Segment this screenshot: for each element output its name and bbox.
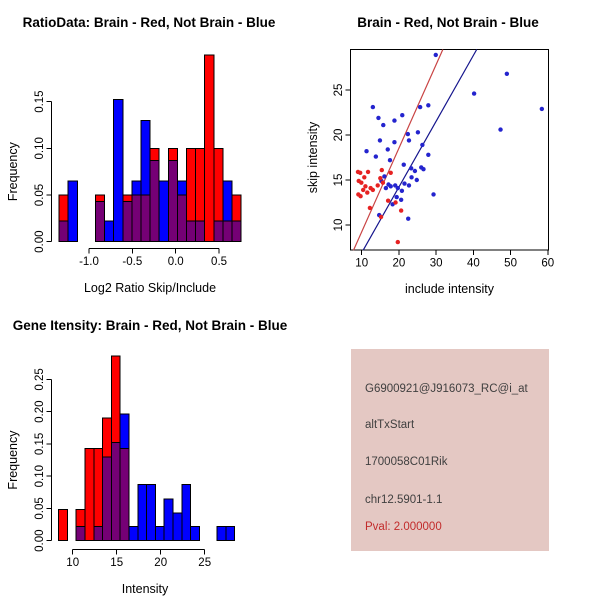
scatter-point-blue bbox=[418, 105, 422, 109]
scatter-point-red bbox=[399, 208, 403, 212]
scatter-point-red bbox=[381, 181, 385, 185]
regression-line-blue bbox=[363, 50, 477, 251]
x-tick-label: 50 bbox=[504, 257, 517, 270]
scatter-point-red bbox=[376, 183, 380, 187]
hist-bar-overlap bbox=[187, 221, 196, 242]
y-axis-title: skip intensity bbox=[306, 121, 320, 194]
hist-bar-overlap bbox=[76, 527, 85, 541]
y-tick-label: 0.10 bbox=[34, 464, 46, 488]
locus-text: chr12.5901-1.1 bbox=[365, 494, 443, 506]
x-axis-title: Log2 Ratio Skip/Include bbox=[83, 281, 217, 295]
y-tick-label: 0.05 bbox=[34, 183, 46, 207]
scatter-point-red bbox=[362, 175, 366, 179]
y-tick-label: 0.00 bbox=[34, 230, 46, 253]
x-tick-label: -0.5 bbox=[122, 255, 143, 268]
hist-bar-blue bbox=[164, 499, 173, 541]
scatter-point-blue bbox=[416, 130, 420, 134]
scatter-point-blue bbox=[402, 163, 406, 167]
hist-bar-blue bbox=[182, 485, 191, 541]
scatter-point-red bbox=[396, 240, 400, 244]
event-type-text: altTxStart bbox=[365, 419, 415, 431]
scatter-point-blue bbox=[364, 149, 368, 153]
x-axis-title: Intensity bbox=[121, 582, 169, 596]
y-axis-title: Frequency bbox=[6, 142, 20, 202]
scatter-point-blue bbox=[409, 175, 413, 179]
scatter-point-red bbox=[359, 181, 363, 185]
scatter-point-red bbox=[379, 215, 383, 219]
scatter-point-red bbox=[368, 206, 372, 210]
scatter-point-red bbox=[363, 184, 367, 188]
x-tick-label: 20 bbox=[154, 556, 168, 569]
scatter-point-red bbox=[365, 190, 369, 194]
hist-bar-blue bbox=[138, 485, 147, 541]
scatter-point-blue bbox=[505, 72, 509, 76]
scatter-title: Brain - Red, Not Brain - Blue bbox=[357, 15, 539, 30]
scatter-point-blue bbox=[415, 178, 419, 182]
hist-bar-overlap bbox=[103, 457, 112, 541]
intensity-scatter-panel bbox=[300, 0, 600, 300]
scatter-point-blue bbox=[406, 217, 410, 221]
x-tick-label: 0.0 bbox=[167, 255, 184, 268]
hist-bar-overlap bbox=[96, 202, 105, 242]
x-tick-label: 0.5 bbox=[211, 255, 228, 268]
scatter-point-blue bbox=[388, 158, 392, 162]
scatter-point-blue bbox=[378, 138, 382, 142]
y-tick-label: 0.25 bbox=[34, 368, 46, 391]
hist-bar-overlap bbox=[120, 448, 129, 540]
scatter-point-blue bbox=[426, 153, 430, 157]
hist-bar-overlap bbox=[94, 527, 103, 541]
scatter-point-red bbox=[386, 199, 390, 203]
ratio-histogram-chart bbox=[0, 0, 300, 300]
scatter-point-blue bbox=[413, 169, 417, 173]
x-tick-label: 30 bbox=[429, 257, 443, 270]
y-tick-label: 0.15 bbox=[34, 90, 46, 113]
scatter-point-blue bbox=[498, 127, 502, 131]
scatter-point-blue bbox=[402, 181, 406, 185]
hist-bar-overlap bbox=[150, 160, 159, 241]
hist-bar-blue bbox=[226, 527, 235, 541]
gene-symbol-text: 1700058C01Rik bbox=[365, 456, 448, 468]
y-tick-label: 0.00 bbox=[34, 529, 46, 552]
hist-bar-blue bbox=[159, 181, 168, 242]
hist-bar-red bbox=[59, 510, 68, 541]
scatter-point-blue bbox=[382, 174, 386, 178]
hist-bar-overlap bbox=[132, 195, 141, 242]
gene_hist-title: Gene Itensity: Brain - Red, Not Brain - Blue bbox=[12, 318, 288, 333]
scatter-point-blue bbox=[420, 143, 424, 147]
scatter-point-blue bbox=[406, 132, 410, 136]
x-axis-title: include intensity bbox=[405, 282, 494, 296]
hist-bar-red bbox=[205, 55, 214, 242]
scatter-point-red bbox=[358, 171, 362, 175]
hist-bar-overlap bbox=[232, 221, 241, 242]
scatter-point-blue bbox=[392, 140, 396, 144]
hist-bar-overlap bbox=[123, 202, 132, 242]
x-tick-label: 60 bbox=[541, 257, 555, 270]
hist-bar-red bbox=[85, 448, 94, 540]
scatter-point-red bbox=[366, 170, 370, 174]
scatter-point-blue bbox=[371, 105, 375, 109]
scatter-point-red bbox=[389, 171, 393, 175]
hist-bar-blue bbox=[114, 100, 123, 242]
scatter-point-red bbox=[378, 176, 382, 180]
hist-bar-blue bbox=[217, 527, 226, 541]
scatter-point-blue bbox=[374, 154, 378, 158]
scatter-point-blue bbox=[409, 166, 413, 170]
scatter-point-blue bbox=[389, 184, 393, 188]
hist-bar-blue bbox=[105, 221, 114, 242]
scatter-point-blue bbox=[394, 195, 398, 199]
scatter-point-red bbox=[371, 188, 375, 192]
hist-bar-overlap bbox=[111, 443, 120, 541]
y-tick-label: 15 bbox=[333, 173, 346, 187]
y-tick-label: 10 bbox=[333, 218, 346, 232]
scatter-point-red bbox=[393, 200, 397, 204]
scatter-point-blue bbox=[407, 183, 411, 187]
pval-text: Pval: 2.000000 bbox=[365, 521, 442, 533]
scatter-point-blue bbox=[472, 91, 476, 95]
scatter-point-blue bbox=[431, 192, 435, 196]
scatter-point-blue bbox=[400, 113, 404, 117]
x-tick-label: 10 bbox=[355, 257, 369, 270]
hist-bar-overlap bbox=[196, 221, 205, 242]
scatter-point-blue bbox=[540, 107, 544, 111]
hist-bar-blue bbox=[129, 527, 138, 541]
scatter-point-blue bbox=[386, 147, 390, 151]
scatter-point-blue bbox=[384, 186, 388, 190]
x-tick-label: 15 bbox=[110, 556, 124, 569]
hist-bar-overlap bbox=[214, 221, 223, 242]
y-tick-label: 0.20 bbox=[34, 400, 46, 423]
y-tick-label: 0.05 bbox=[34, 497, 46, 520]
scatter-point-blue bbox=[419, 165, 423, 169]
hist-bar-blue bbox=[191, 527, 200, 541]
ratio_hist-title: RatioData: Brain - Red, Not Brain - Blue bbox=[22, 15, 276, 30]
scatter-point-blue bbox=[400, 189, 404, 193]
y-tick-label: 0.15 bbox=[34, 432, 46, 456]
y-tick-label: 20 bbox=[333, 128, 346, 142]
gene-info-panel bbox=[351, 349, 549, 551]
hist-bar-overlap bbox=[223, 221, 232, 242]
scatter-point-blue bbox=[434, 53, 438, 57]
hist-bar-overlap bbox=[141, 195, 150, 242]
gene-intensity-histogram-panel bbox=[0, 300, 300, 600]
gene-intensity-histogram-chart bbox=[0, 300, 300, 600]
intensity-scatter-chart bbox=[300, 0, 600, 300]
scatter-point-blue bbox=[392, 118, 396, 122]
hist-bar-overlap bbox=[59, 221, 68, 242]
x-tick-label: -1.0 bbox=[79, 255, 99, 268]
scatter-point-blue bbox=[396, 186, 400, 190]
y-axis-title: Frequency bbox=[6, 430, 20, 490]
scatter-point-blue bbox=[376, 116, 380, 120]
scatter-point-blue bbox=[399, 198, 403, 202]
x-tick-label: 20 bbox=[392, 257, 406, 270]
x-tick-label: 25 bbox=[198, 556, 212, 569]
scatter-point-red bbox=[358, 194, 362, 198]
ratio-histogram-panel bbox=[0, 0, 300, 300]
hist-bar-blue bbox=[155, 527, 164, 541]
scatter-point-blue bbox=[407, 138, 411, 142]
y-tick-label: 25 bbox=[333, 83, 346, 97]
scatter-point-red bbox=[380, 168, 384, 172]
x-tick-label: 40 bbox=[466, 257, 480, 270]
probe-id-text: G6900921@J916073_RC@i_at bbox=[365, 383, 528, 395]
hist-bar-overlap bbox=[168, 160, 177, 241]
hist-bar-overlap bbox=[177, 195, 186, 242]
hist-bar-blue bbox=[173, 513, 182, 541]
hist-bar-blue bbox=[68, 181, 77, 242]
scatter-point-blue bbox=[381, 123, 385, 127]
y-tick-label: 0.10 bbox=[34, 137, 46, 160]
hist-bar-blue bbox=[147, 485, 156, 541]
scatter-point-blue bbox=[426, 103, 430, 107]
x-tick-label: 10 bbox=[66, 556, 80, 569]
